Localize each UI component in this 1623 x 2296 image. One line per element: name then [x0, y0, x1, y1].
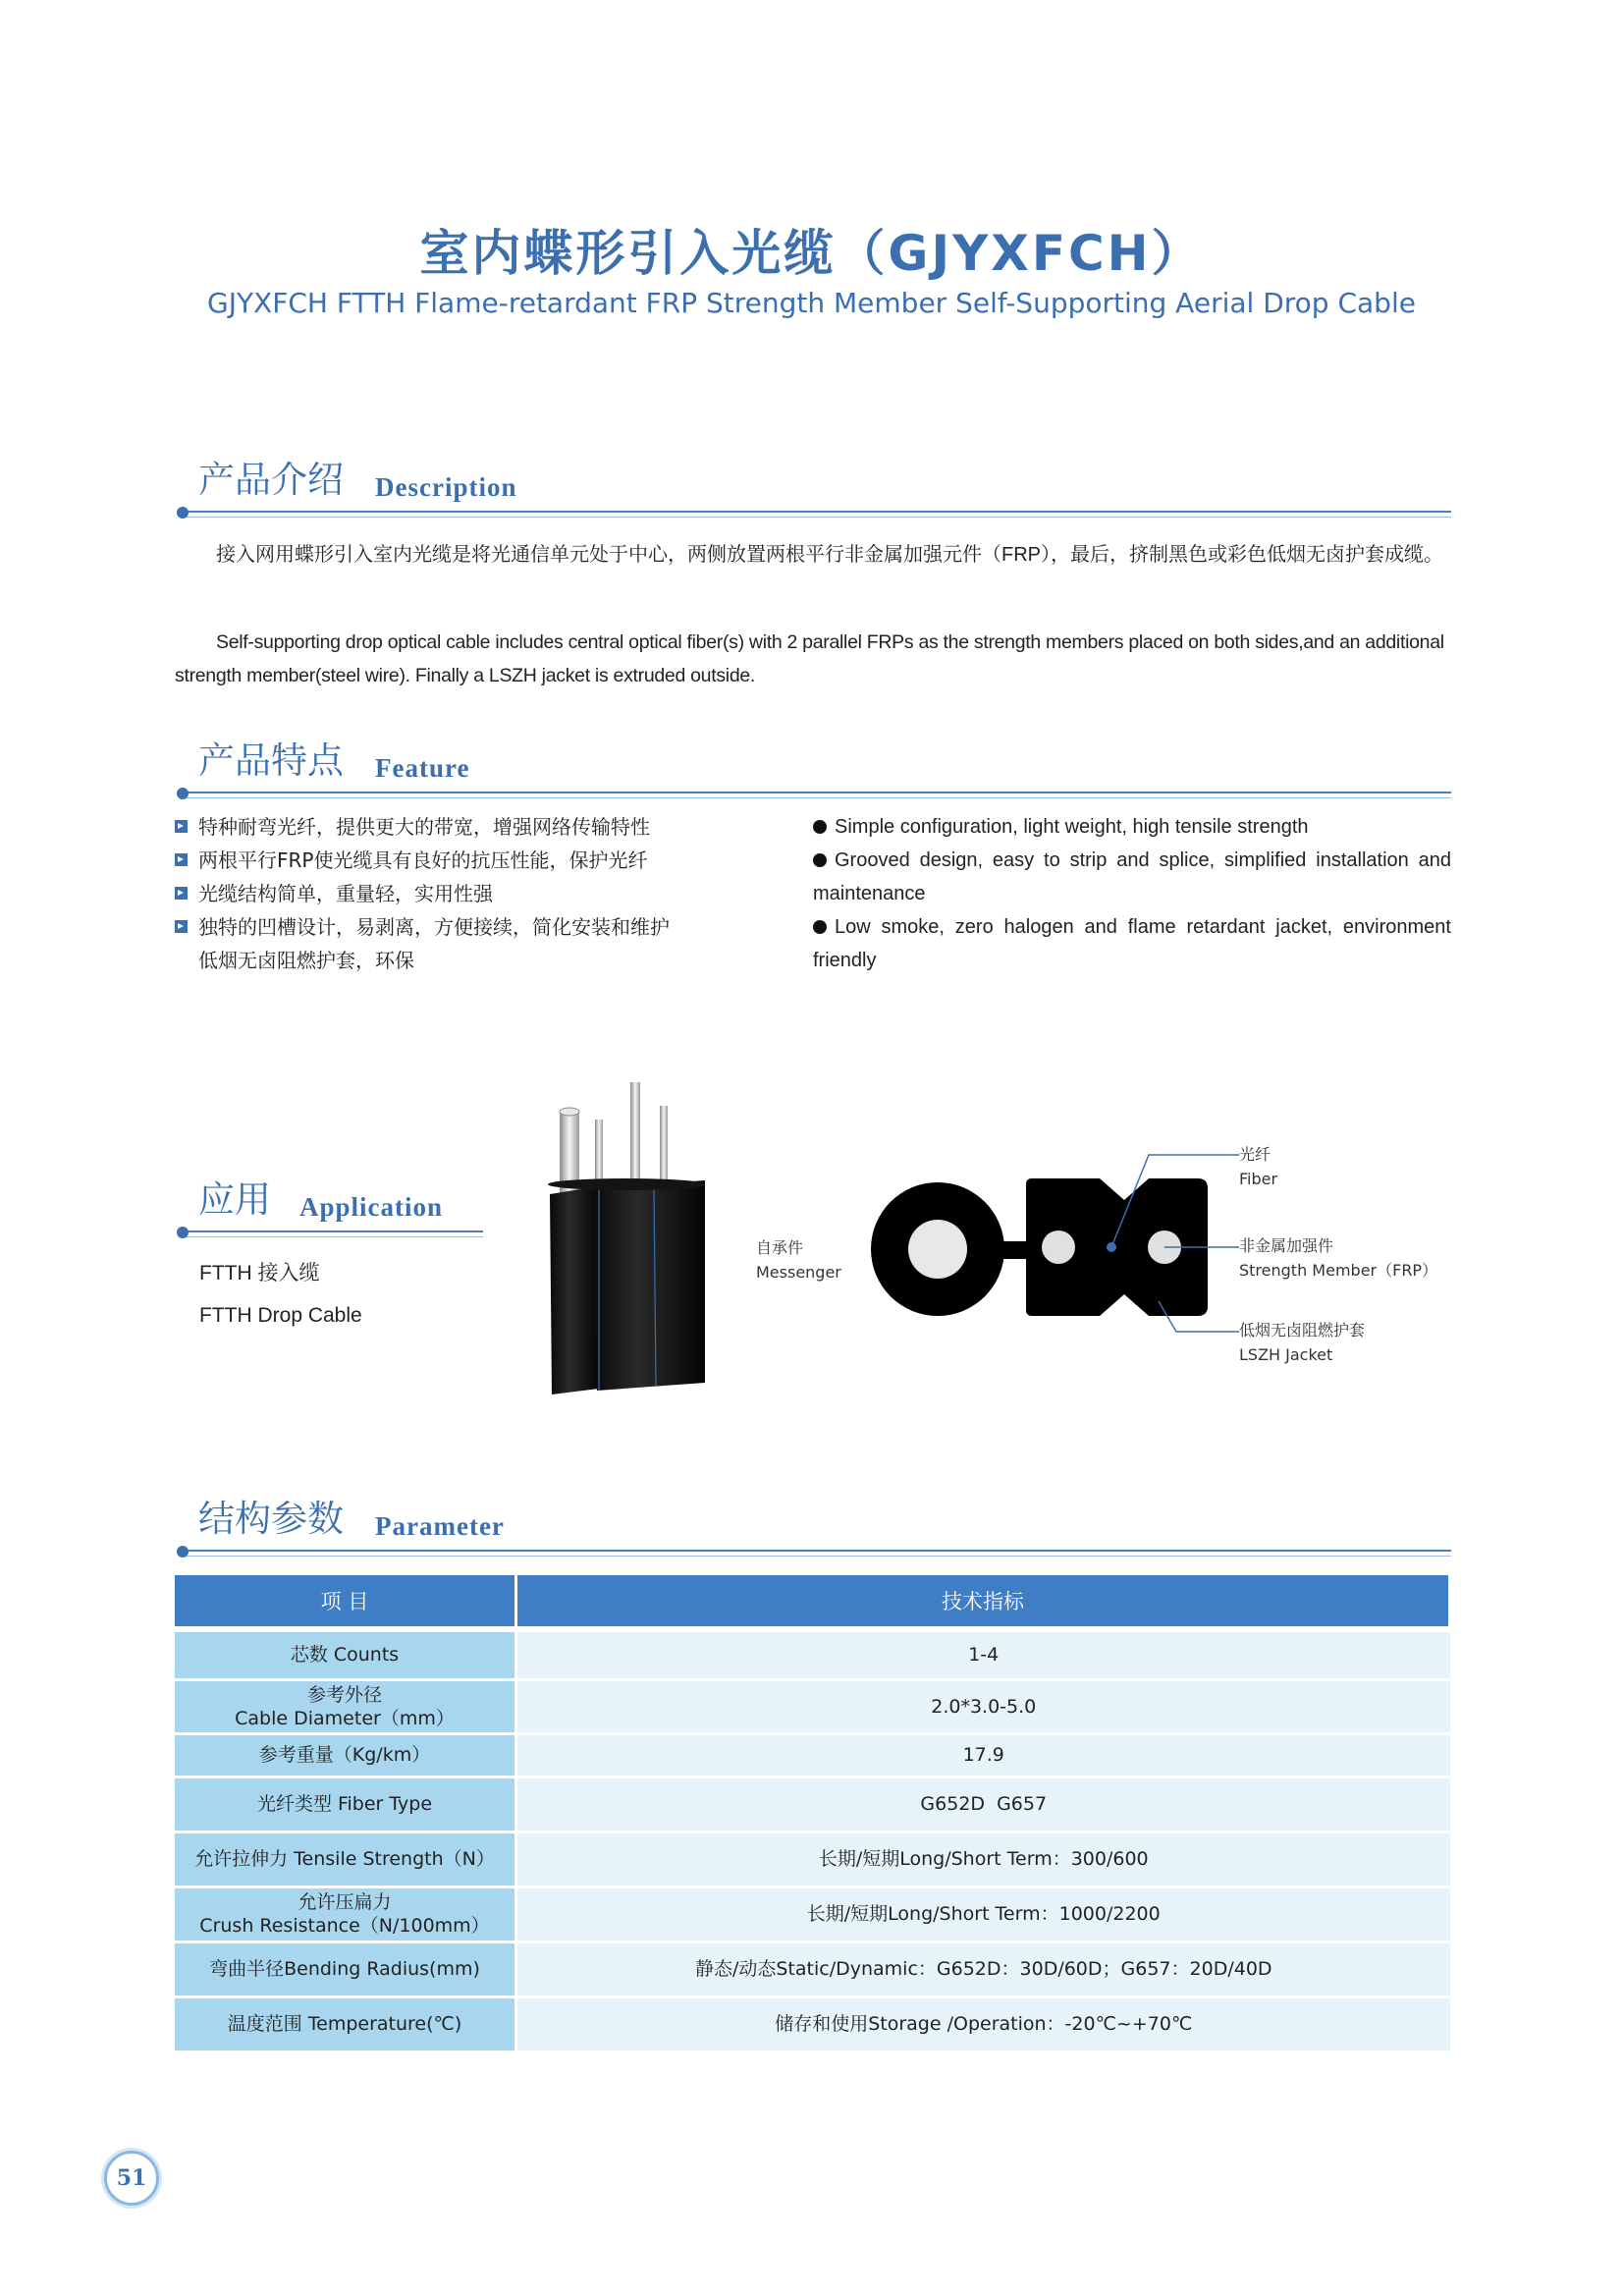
param-name: 参考重量（Kg/km） [175, 1733, 516, 1777]
param-value: G652D G657 [516, 1777, 1450, 1831]
heading-cn: 产品介绍 [198, 459, 344, 501]
heading-rule-thin [185, 1556, 1451, 1557]
page-subtitle: GJYXFCH FTTH Flame-retardant FRP Strength Member Self-Supporting Aerial Drop Cable [207, 287, 1416, 319]
feature-item: 两根平行FRP使光缆具有良好的抗压性能，保护光纤 [175, 844, 764, 877]
arrow-bullet-icon [175, 920, 188, 933]
application-cn: FTTH 接入缆 [199, 1262, 320, 1285]
cable-product-image [538, 1078, 715, 1402]
section-parameter-heading [177, 1493, 1451, 1552]
heading-en: Application [299, 1192, 444, 1222]
param-value: 储存和使用Storage /Operation：-20℃~+70℃ [516, 1996, 1450, 2051]
param-value: 17.9 [516, 1733, 1450, 1777]
heading-cn: 结构参数 [198, 1498, 344, 1540]
section-application-heading [177, 1174, 483, 1232]
table-row [175, 1886, 1450, 1941]
feature-item: Low smoke, zero halogen and flame retardant jacket, environment friendly [813, 916, 1451, 971]
dot-bullet-icon [813, 853, 827, 867]
label-lszh-jacket: 低烟无卤阻燃护套 LSZH Jacket [1239, 1321, 1366, 1364]
feature-list-en [813, 810, 1451, 977]
feature-item: 光缆结构简单，重量轻，实用性强 [175, 877, 764, 910]
param-value: 1-4 [516, 1632, 1450, 1679]
dot-bullet-icon [813, 920, 827, 934]
heading-rule-thin [185, 1236, 483, 1237]
heading-en: Description [375, 472, 517, 502]
table-row [175, 1996, 1450, 2051]
heading-dot [177, 788, 189, 799]
param-name: 芯数 Counts [175, 1632, 516, 1679]
param-value: 长期/短期Long/Short Term：300/600 [516, 1831, 1450, 1886]
feature-item: Grooved design, easy to strip and splice, simplified installation and maintenance [813, 849, 1451, 904]
dot-bullet-icon [813, 820, 827, 834]
header-item: 项 目 [175, 1575, 516, 1626]
heading-dot [177, 507, 189, 519]
param-name: 允许拉伸力 Tensile Strength（N） [175, 1831, 516, 1886]
header-spec: 技术指标 [516, 1575, 1450, 1626]
heading-dot [177, 1546, 189, 1558]
section-feature-heading [177, 735, 1451, 793]
heading-rule-thin [185, 517, 1451, 518]
page-title: 室内蝶形引入光缆（GJYXFCH） [419, 225, 1204, 282]
parameter-table [175, 1575, 1451, 2053]
description-cn: 接入网用蝶形引入室内光缆是将光通信单元处于中心，两侧放置两根平行非金属加强元件（FRP），最后，挤制黑色或彩色低烟无卤护套成缆。 [216, 544, 1443, 566]
label-strength-member: 非金属加强件 Strength Member（FRP） [1239, 1236, 1438, 1280]
heading-rule [185, 1230, 483, 1232]
feature-item: 低烟无卤阻燃护套，环保 [198, 949, 414, 972]
param-name: 参考外径 Cable Diameter（mm） [175, 1679, 516, 1733]
application-en: FTTH Drop Cable [199, 1304, 362, 1327]
table-row [175, 1831, 1450, 1886]
label-messenger: 自承件 Messenger [756, 1238, 841, 1282]
heading-rule [185, 511, 1451, 513]
param-value: 长期/短期Long/Short Term：1000/2200 [516, 1886, 1450, 1941]
table-row [175, 1733, 1450, 1777]
table-header-row [175, 1575, 1450, 1626]
heading-rule [185, 792, 1451, 793]
arrow-bullet-icon [175, 853, 188, 866]
param-name: 温度范围 Temperature(℃) [175, 1996, 516, 2051]
table-row [175, 1679, 1450, 1733]
feature-item: 特种耐弯光纤，提供更大的带宽，增强网络传输特性 [175, 810, 764, 844]
arrow-bullet-icon [175, 887, 188, 900]
feature-item: Simple configuration, light weight, high tensile strength [813, 810, 1451, 844]
heading-dot [177, 1227, 189, 1238]
param-value: 2.0*3.0-5.0 [516, 1679, 1450, 1733]
arrow-bullet-icon [175, 820, 188, 833]
param-name: 光纤类型 Fiber Type [175, 1777, 516, 1831]
feature-list-cn [175, 810, 764, 977]
page-number: 51 [104, 2151, 159, 2206]
heading-rule-thin [185, 797, 1451, 798]
heading-rule [185, 1550, 1451, 1552]
description-en: Self-supporting drop optical cable includes central optical fiber(s) with 2 parallel FRPs as the strength members placed on both sides,and an additional strength member(steel wire). Finally a LSZH jacket is extruded outside. [175, 631, 1444, 686]
heading-cn: 应用 [198, 1178, 271, 1221]
heading-en: Feature [375, 753, 470, 783]
heading-en: Parameter [375, 1511, 505, 1541]
param-name: 允许压扁力 Crush Resistance（N/100mm） [175, 1886, 516, 1941]
table-row [175, 1777, 1450, 1831]
feature-item: 独特的凹槽设计，易剥离，方便接续，简化安装和维护 [175, 910, 764, 944]
param-value: 静态/动态Static/Dynamic：G652D：30D/60D；G657：20D/40D [516, 1941, 1450, 1996]
section-description-heading [177, 454, 1451, 513]
heading-cn: 产品特点 [198, 739, 344, 782]
table-row [175, 1632, 1450, 1679]
table-row [175, 1941, 1450, 1996]
label-fiber: 光纤 Fiber [1239, 1145, 1278, 1188]
param-name: 弯曲半径Bending Radius(mm) [175, 1941, 516, 1996]
